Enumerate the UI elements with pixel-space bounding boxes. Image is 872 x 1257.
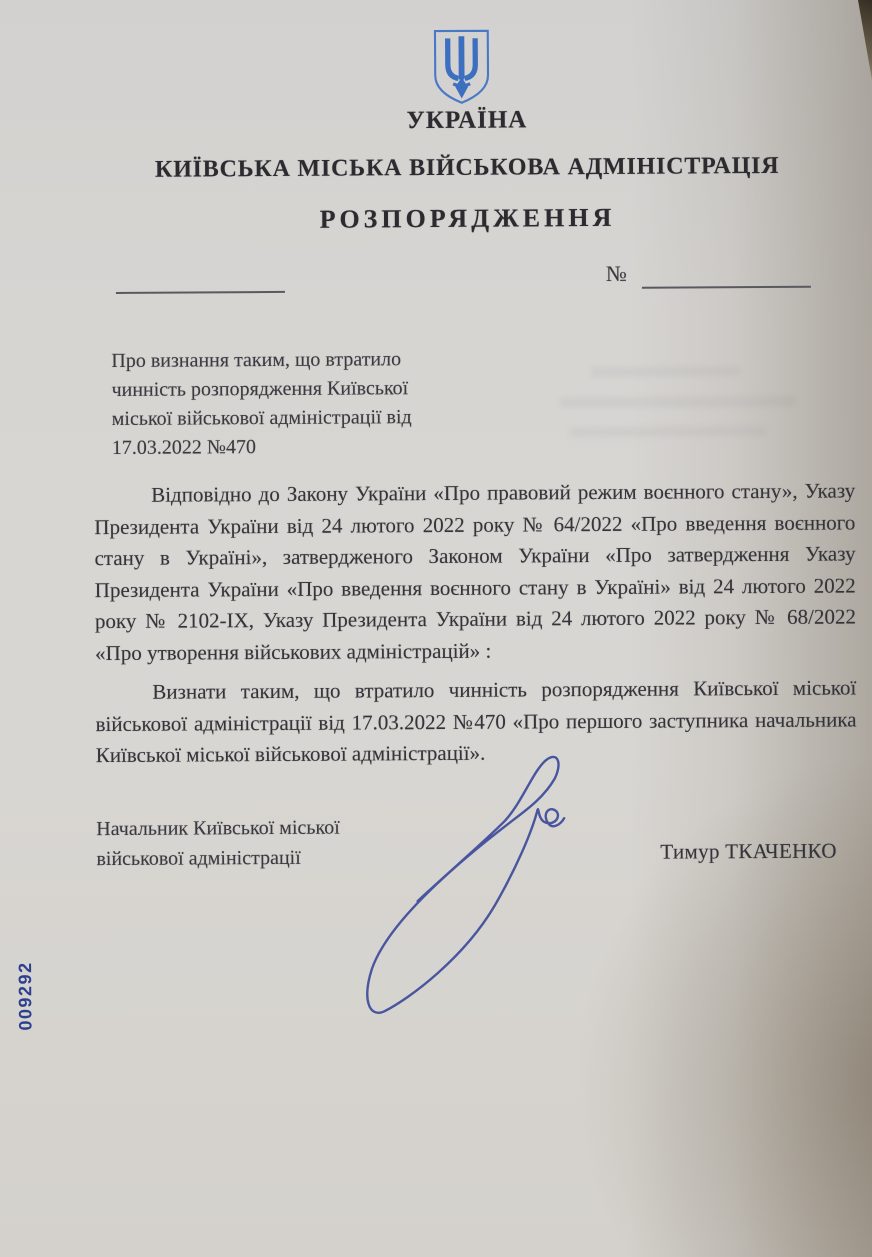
trident-emblem-icon xyxy=(430,29,492,105)
document-body xyxy=(94,475,857,771)
signer-position-line: Начальник Київської міської xyxy=(96,816,340,841)
subject-line: 17.03.2022 №470 xyxy=(111,436,257,459)
date-blank-line xyxy=(116,273,285,294)
organization-name: КИЇВСЬКА МІСЬКА ВІЙСЬКОВА АДМІНІСТРАЦІЯ xyxy=(154,152,780,183)
signer-name: Тимур ТКАЧЕНКО xyxy=(660,838,837,864)
signer-position-line: військової адміністрації xyxy=(96,846,301,871)
handwritten-signature xyxy=(331,745,603,1053)
registration-number: 009292 xyxy=(15,961,36,1031)
bleedthrough-smudge xyxy=(556,350,827,482)
subject-line: міської військової адміністрації від xyxy=(111,406,412,430)
document-type-title: РОЗПОРЯДЖЕННЯ xyxy=(319,202,616,234)
subject-block xyxy=(111,345,412,463)
subject-line: Про визнання таким, що втратило xyxy=(111,348,402,372)
subject-line: чинність розпорядження Київської xyxy=(111,377,409,401)
signer-position xyxy=(96,813,340,874)
body-paragraph: Визнати таким, що втратило чинність розпорядження Київської міської військової адміністрації від 17.03.2022 №470 «Про першого заступника начальника Київської міської військової адміністрації». xyxy=(95,675,857,768)
number-label: № xyxy=(605,260,627,286)
body-paragraph: Відповідно до Закону України «Про правовий режим воєнного стану», Указу Президента України від 24 лютого 2022 року № 64/2022 «Про введення воєнного стану в Україні», затвердженого Законом України «Про затвердження Указу Президента України «Про введення воєнного стану в Україні» від 24 лютого 2022 року № 2102-IX, Указу Президента України від 24 лютого 2022 року № 68/2022 «Про утворення військових адміністрацій» : xyxy=(94,478,857,665)
country-name: УКРАЇНА xyxy=(406,106,528,135)
number-blank-line xyxy=(642,268,811,289)
